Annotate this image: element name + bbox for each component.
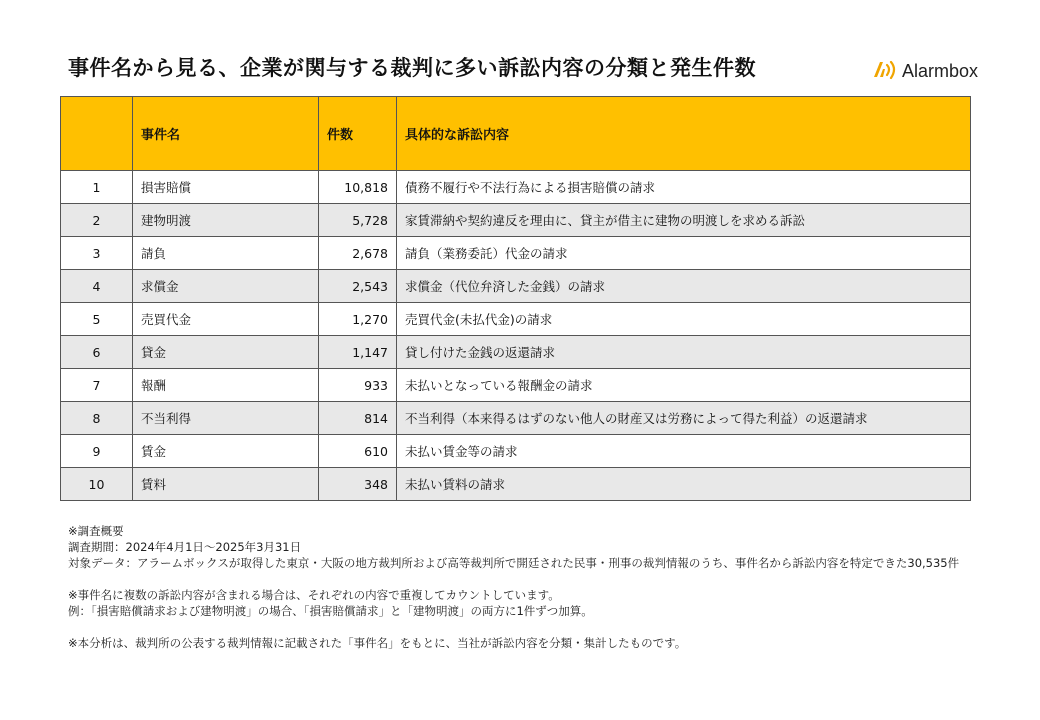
table-row: [61, 237, 971, 270]
count-cell: 5,728: [319, 204, 397, 237]
rank-cell: 9: [61, 435, 133, 468]
lawsuit-table: [60, 96, 971, 501]
analysis-note: ※本分析は、裁判所の公表する裁判情報に記載された「事件名」をもとに、当社が訴訟内容を分類・集計したものです。: [68, 636, 687, 650]
survey-period: 調査期間：2024年4月1日〜2025年3月31日: [68, 540, 302, 554]
table-row: [61, 402, 971, 435]
content-cell: 未払いとなっている報酬金の請求: [397, 369, 971, 402]
count-cell: 814: [319, 402, 397, 435]
rank-cell: 6: [61, 336, 133, 369]
count-cell: 2,543: [319, 270, 397, 303]
example-note: 例：「損害賠償請求および建物明渡」の場合、「損害賠償請求」と「建物明渡」の両方に1件ずつ加算。: [68, 604, 593, 618]
count-cell: 1,147: [319, 336, 397, 369]
table-row: [61, 336, 971, 369]
rank-cell: 7: [61, 369, 133, 402]
case-name-cell: 賃料: [133, 468, 319, 501]
case-name-cell: 建物明渡: [133, 204, 319, 237]
rank-cell: 2: [61, 204, 133, 237]
rank-cell: 10: [61, 468, 133, 501]
table-header-row: [61, 97, 971, 171]
brand-logo: [872, 58, 978, 84]
table-row: [61, 303, 971, 336]
page-title: 事件名から見る、企業が関与する裁判に多い訴訟内容の分類と発生件数: [68, 56, 756, 80]
table-row: [61, 171, 971, 204]
content-cell: 請負（業務委託）代金の請求: [397, 237, 971, 270]
header-content: 具体的な訴訟内容: [397, 97, 971, 171]
duplicate-note: ※事件名に複数の訴訟内容が含まれる場合は、それぞれの内容で重複してカウントしています。: [68, 588, 560, 602]
header-rank: [61, 97, 133, 171]
content-cell: 売買代金(未払代金)の請求: [397, 303, 971, 336]
rank-cell: 3: [61, 237, 133, 270]
count-cell: 348: [319, 468, 397, 501]
footnotes: [68, 523, 973, 651]
content-cell: 未払い賃金等の請求: [397, 435, 971, 468]
case-name-cell: 不当利得: [133, 402, 319, 435]
case-name-cell: 売買代金: [133, 303, 319, 336]
case-name-cell: 請負: [133, 237, 319, 270]
content-cell: 債務不履行や不法行為による損害賠償の請求: [397, 171, 971, 204]
count-cell: 1,270: [319, 303, 397, 336]
case-name-cell: 貸金: [133, 336, 319, 369]
brand-name: Alarmbox: [902, 60, 979, 81]
rank-cell: 4: [61, 270, 133, 303]
count-cell: 933: [319, 369, 397, 402]
content-cell: 貸し付けた金銭の返還請求: [397, 336, 971, 369]
case-name-cell: 損害賠償: [133, 171, 319, 204]
rank-cell: 5: [61, 303, 133, 336]
table-row: [61, 435, 971, 468]
table-row: [61, 369, 971, 402]
survey-target: 対象データ：アラームボックスが取得した東京・大阪の地方裁判所および高等裁判所で開廷された民事・刑事の裁判情報のうち、事件名から訴訟内容を特定できた30,535件: [68, 556, 960, 570]
rank-cell: 1: [61, 171, 133, 204]
rank-cell: 8: [61, 402, 133, 435]
case-name-cell: 求償金: [133, 270, 319, 303]
case-name-cell: 賃金: [133, 435, 319, 468]
count-cell: 10,818: [319, 171, 397, 204]
survey-heading: ※調査概要: [68, 524, 124, 538]
count-cell: 610: [319, 435, 397, 468]
content-cell: 未払い賃料の請求: [397, 468, 971, 501]
header-count: 件数: [319, 97, 397, 171]
header-case-name: 事件名: [133, 97, 319, 171]
alarmbox-logo-icon: [872, 58, 898, 84]
content-cell: 家賃滞納や契約違反を理由に、貸主が借主に建物の明渡しを求める訴訟: [397, 204, 971, 237]
case-name-cell: 報酬: [133, 369, 319, 402]
table-row: [61, 270, 971, 303]
table-row: [61, 204, 971, 237]
table-row: [61, 468, 971, 501]
count-cell: 2,678: [319, 237, 397, 270]
content-cell: 求償金（代位弁済した金銭）の請求: [397, 270, 971, 303]
content-cell: 不当利得（本来得るはずのない他人の財産又は労務によって得た利益）の返還請求: [397, 402, 971, 435]
